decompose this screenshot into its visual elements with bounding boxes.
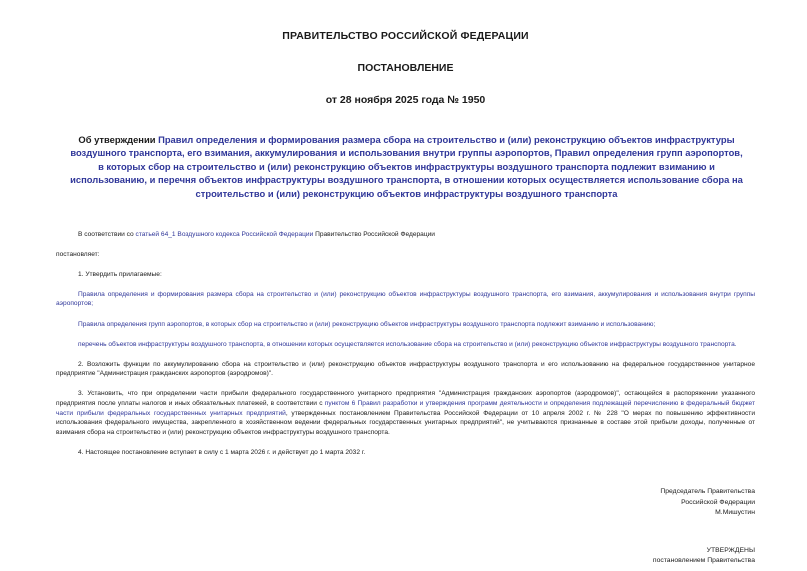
document-number: от 28 ноября 2025 года № 1950 xyxy=(325,94,486,106)
item-2: 2. Возложить функции по аккумулированию сбора на строительство и (или) реконструкцию объектов инфраструктуры воздушного транспорта и его использованию на федеральное государственное унитарное предприятие "Администрация гражданских аэропортов (аэродромов)". xyxy=(56,360,755,378)
preamble-paragraph xyxy=(56,230,755,240)
item-1: 1. Утвердить прилагаемые: xyxy=(78,270,162,278)
profit-rules-link[interactable]: пунктом 6 Правил разработки и утверждения программ деятельности и определения подлежащей перечислению в федеральный бюджет части прибыли федеральных государственных унитарных предприятий xyxy=(56,399,755,417)
item-3 xyxy=(56,389,755,437)
document-header xyxy=(56,30,755,106)
signature-position-line-2: Российской Федерации xyxy=(681,498,755,506)
preamble-prefix: В соответствии со xyxy=(78,231,136,239)
approval-subtext: постановлением Правительства xyxy=(652,557,755,565)
preamble-suffix: Правительство Российской Федерации xyxy=(313,231,435,239)
signature-position-line-1: Председатель Правительства xyxy=(660,488,755,496)
signature-name: М.Мишустин xyxy=(715,509,755,517)
resolves-line: постановляет: xyxy=(56,250,100,258)
item-4: 4. Настоящее постановление вступает в силу с 1 марта 2026 г. и действует до 1 марта 2032 г. xyxy=(78,448,366,456)
item-3-part-2: , утвержденных постановлением Правительства Российской Федерации от 10 апреля 2002 г. № 228 "О мерах по повышению эффективности использования федерального имущества, закрепленного в хозяйственном ведении федеральных государственных унитарных предприятий", не учитываются признанные в составе этой прибыли доходы, полученные от взимания сбора на строительство и (или) реконструкцию объектов инфраструктуры воздушного транспорта. xyxy=(56,409,756,436)
signature-block xyxy=(56,487,755,519)
approval-heading: УТВЕРЖДЕНЫ xyxy=(706,546,755,554)
document-type: ПОСТАНОВЛЕНИЕ xyxy=(357,62,454,74)
item-1-sub-b[interactable]: Правила определения групп аэропортов, в которых сбор на строительство и (или) реконструкцию объектов инфраструктуры воздушного транспорта подлежит взиманию и использованию; xyxy=(78,320,656,328)
item-1-sub-a[interactable]: Правила определения и формирования размера сбора на строительство и (или) реконструкцию объектов инфраструктуры воздушного транспорта, его взимания, аккумулирования и использования внутри группы аэропортов; xyxy=(56,290,755,308)
title-plain-prefix: Об утверждении xyxy=(78,134,159,145)
title-link-text[interactable]: Правил определения и формирования размера сбора на строительство и (или) реконструкцию объектов инфраструктуры воздушного транспорта, его взимания, аккумулирования и использования внутри группы аэропортов, Правил определения групп аэропортов, в которых сбор на строительство и (или) реконструкцию объектов инфраструктуры воздушного транспорта подлежит взиманию и использованию, и перечня объектов инфраструктуры воздушного транспорта, в отношении которых осуществляется использование сбора на строительство и (или) реконструкцию объектов инфраструктуры воздушного транспорта xyxy=(70,134,743,199)
organization-name: ПРАВИТЕЛЬСТВО РОССИЙСКОЙ ФЕДЕРАЦИИ xyxy=(282,30,529,42)
air-code-link[interactable]: статьей 64_1 Воздушного кодекса Российской Федерации xyxy=(135,231,314,239)
item-3-part-1: 3. Установить, что при определении части прибыли федерального государственного унитарного предприятия "Администрация гражданских аэропортов (аэродромов)", остающейся в распоряжении указанного предприятия после уплаты налогов и иных обязательных платежей, в соответствии с xyxy=(56,390,755,407)
document-title xyxy=(68,133,745,200)
approval-block xyxy=(56,546,755,567)
item-1-sub-c[interactable]: перечень объектов инфраструктуры воздушного транспорта, в отношении которых осуществляется использование сбора на строительство и (или) реконструкцию объектов инфраструктуры воздушного транспорта. xyxy=(78,340,737,348)
document-body xyxy=(56,230,755,457)
